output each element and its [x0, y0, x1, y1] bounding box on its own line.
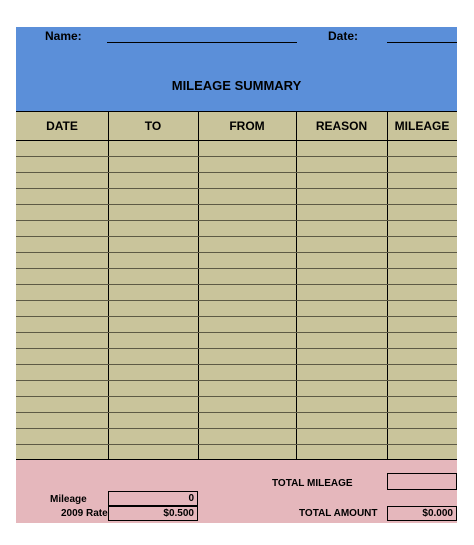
total-amount-cell[interactable]: $0.000 [387, 506, 457, 521]
column-header-to: TO [144, 119, 162, 133]
table-row[interactable] [16, 284, 457, 300]
mileage-label: Mileage [50, 494, 87, 505]
table-row[interactable] [16, 236, 457, 252]
table-row[interactable] [16, 300, 457, 316]
name-field[interactable] [107, 42, 297, 43]
table-row[interactable] [16, 252, 457, 268]
header-band [16, 27, 457, 111]
date-field[interactable] [387, 42, 457, 43]
table-row[interactable] [16, 444, 457, 460]
column-header-reason: REASON [315, 119, 368, 133]
table-row[interactable] [16, 268, 457, 284]
mileage-table [16, 111, 457, 460]
table-row[interactable] [16, 156, 457, 172]
mileage-cell[interactable]: 0 [108, 491, 198, 506]
rate-cell[interactable]: $0.500 [108, 506, 198, 521]
rate-label: 2009 Rate [61, 508, 108, 519]
table-row[interactable] [16, 188, 457, 204]
mileage-sheet [16, 27, 457, 523]
total-mileage-cell[interactable] [387, 473, 457, 490]
total-mileage-label: TOTAL MILEAGE [272, 478, 353, 489]
page-title: MILEAGE SUMMARY [171, 78, 302, 93]
column-header-date: DATE [46, 119, 78, 133]
table-row[interactable] [16, 364, 457, 380]
footer-band [16, 460, 457, 523]
column-header-mileage: MILEAGE [394, 119, 450, 133]
table-row[interactable] [16, 348, 457, 364]
table-row[interactable] [16, 396, 457, 412]
total-amount-label: TOTAL AMOUNT [299, 508, 378, 519]
table-row[interactable] [16, 380, 457, 396]
table-row[interactable] [16, 316, 457, 332]
table-row[interactable] [16, 332, 457, 348]
column-header-from: FROM [229, 119, 265, 133]
table-row[interactable] [16, 412, 457, 428]
table-row[interactable] [16, 140, 457, 156]
date-label: Date: [328, 29, 359, 43]
table-row[interactable] [16, 220, 457, 236]
table-row[interactable] [16, 428, 457, 444]
table-row[interactable] [16, 204, 457, 220]
table-row[interactable] [16, 172, 457, 188]
name-label: Name: [45, 29, 82, 43]
